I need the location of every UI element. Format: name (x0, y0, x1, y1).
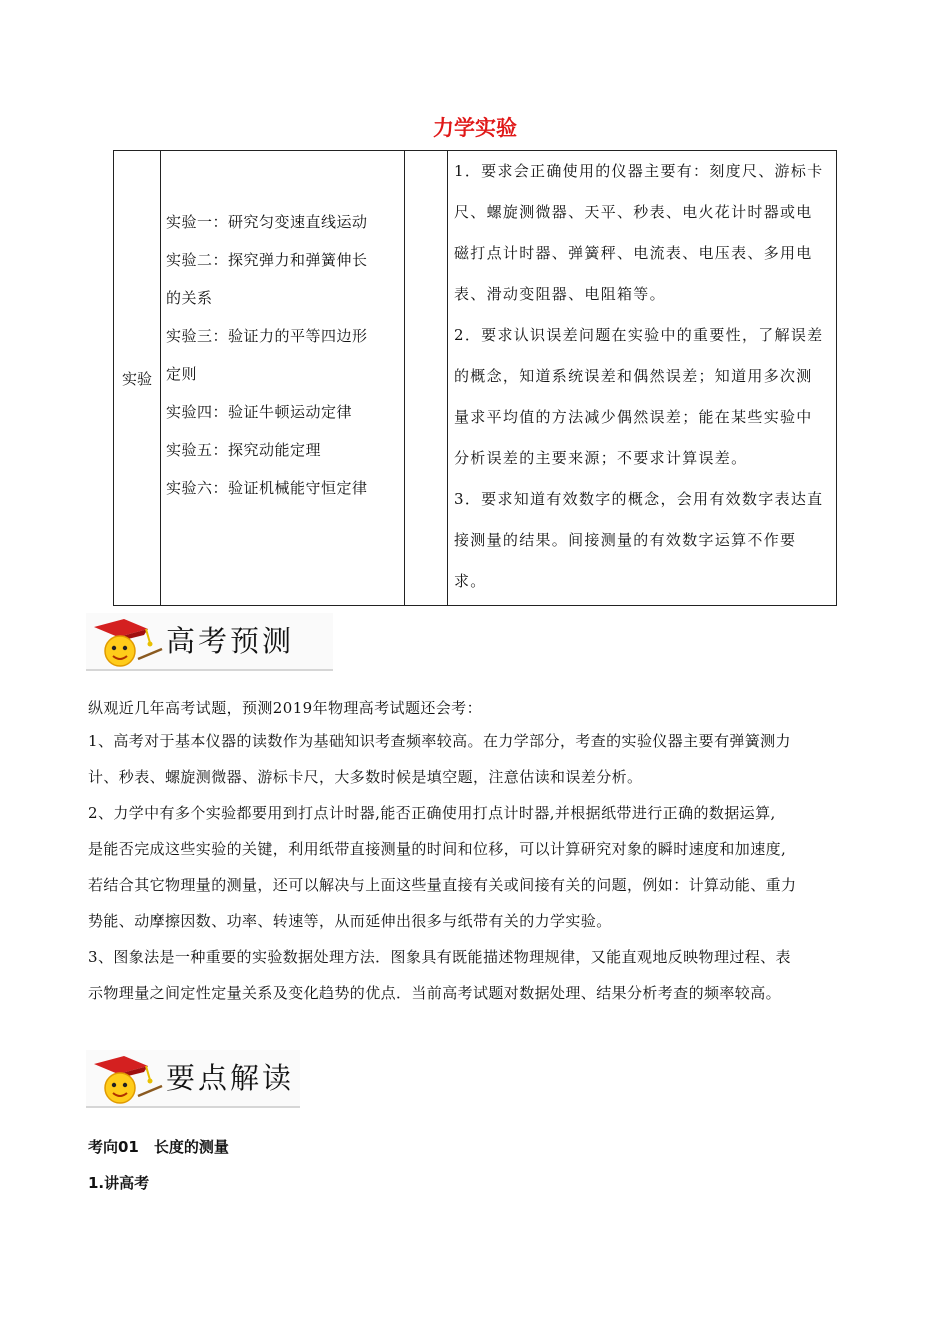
paragraph-line: 3、图象法是一种重要的实验数据处理方法．图象具有既能描述物理规律，又能直观地反映物理过程、表 (88, 948, 791, 966)
requirement-line: 磁打点计时器、弹簧秤、电流表、电压表、多用电 (454, 244, 813, 262)
mascot-graduation-cap-icon (90, 1050, 166, 1106)
list-item: 的关系 (166, 289, 213, 307)
paragraph-line: 示物理量之间定性定量关系及变化趋势的优点．当前高考试题对数据处理、结果分析考查的频率较高。 (88, 984, 782, 1002)
requirement-line: 接测量的结果。间接测量的有效数字运算不作要 (454, 531, 797, 549)
prediction-intro: 纵观近几年高考试题，预测2019年物理高考试题还会考： (88, 699, 482, 717)
paragraph-line: 是能否完成这些实验的关键，利用纸带直接测量的时间和位移，可以计算研究对象的瞬时速度和加速度, (88, 840, 787, 858)
list-item: 实验一：研究匀变速直线运动 (166, 213, 368, 231)
mascot-graduation-cap-icon (90, 613, 166, 669)
table-category-cell (114, 151, 160, 605)
requirement-line: 的概念，知道系统误差和偶然误差；知道用多次测 (454, 367, 813, 385)
paragraph-line: 计、秒表、螺旋测微器、游标卡尺，大多数时候是填空题，注意估读和误差分析。 (88, 768, 643, 786)
experiment-table (113, 150, 837, 606)
paragraph-line: 势能、动摩擦因数、功率、转速等，从而延伸出很多与纸带有关的力学实验。 (88, 912, 612, 930)
requirement-line: 量求平均值的方法减少偶然误差；能在某些实验中 (454, 408, 813, 426)
requirement-line: 分析误差的主要来源；不要求计算误差。 (454, 449, 748, 467)
category-label: 实验 (121, 369, 152, 388)
paragraph-line: 2、力学中有多个实验都要用到打点计时器,能否正确使用打点计时器,并根据纸带进行正确的数据运算, (88, 804, 776, 822)
list-item: 实验六：验证机械能守恒定律 (166, 479, 368, 497)
requirement-line: 求。 (454, 572, 487, 590)
requirement-line: 尺、螺旋测微器、天平、秒表、电火花计时器或电 (454, 203, 813, 221)
paragraph-line: 若结合其它物理量的测量，还可以解决与上面这些量直接有关或间接有关的问题，例如：计算动能、重力 (88, 876, 797, 894)
section-heading: 考向01 长度的测量 (88, 1138, 229, 1156)
requirement-line: 表、滑动变阻器、电阻箱等。 (454, 285, 666, 303)
requirements-cell (454, 151, 836, 602)
banner-label: 要点解读 (166, 1061, 295, 1095)
section-banner-key-points (86, 1050, 300, 1108)
table-divider (160, 151, 161, 605)
paragraph-line: 1、高考对于基本仪器的读数作为基础知识考查频率较高。在力学部分，考查的实验仪器主要有弹簧测力 (88, 732, 791, 750)
requirement-line: 1．要求会正确使用的仪器主要有：刻度尺、游标卡 (454, 162, 824, 180)
experiment-list (166, 203, 406, 507)
banner-label: 高考预测 (166, 624, 295, 658)
table-divider (447, 151, 448, 605)
prediction-text (88, 723, 868, 1011)
list-item: 实验五：探究动能定理 (166, 441, 322, 459)
list-item: 定则 (166, 365, 198, 383)
list-item: 实验二：探究弹力和弹簧伸长 (166, 251, 368, 269)
requirement-line: 3．要求知道有效数字的概念，会用有效数字表达直 (454, 490, 824, 508)
section-subheading: 1.讲高考 (88, 1174, 150, 1192)
page-title: 力学实验 (433, 116, 517, 140)
section-banner-prediction (86, 613, 333, 671)
requirement-line: 2．要求认识误差问题在实验中的重要性，了解误差 (454, 326, 824, 344)
list-item: 实验四：验证牛顿运动定律 (166, 403, 353, 421)
list-item: 实验三：验证力的平等四边形 (166, 327, 368, 345)
